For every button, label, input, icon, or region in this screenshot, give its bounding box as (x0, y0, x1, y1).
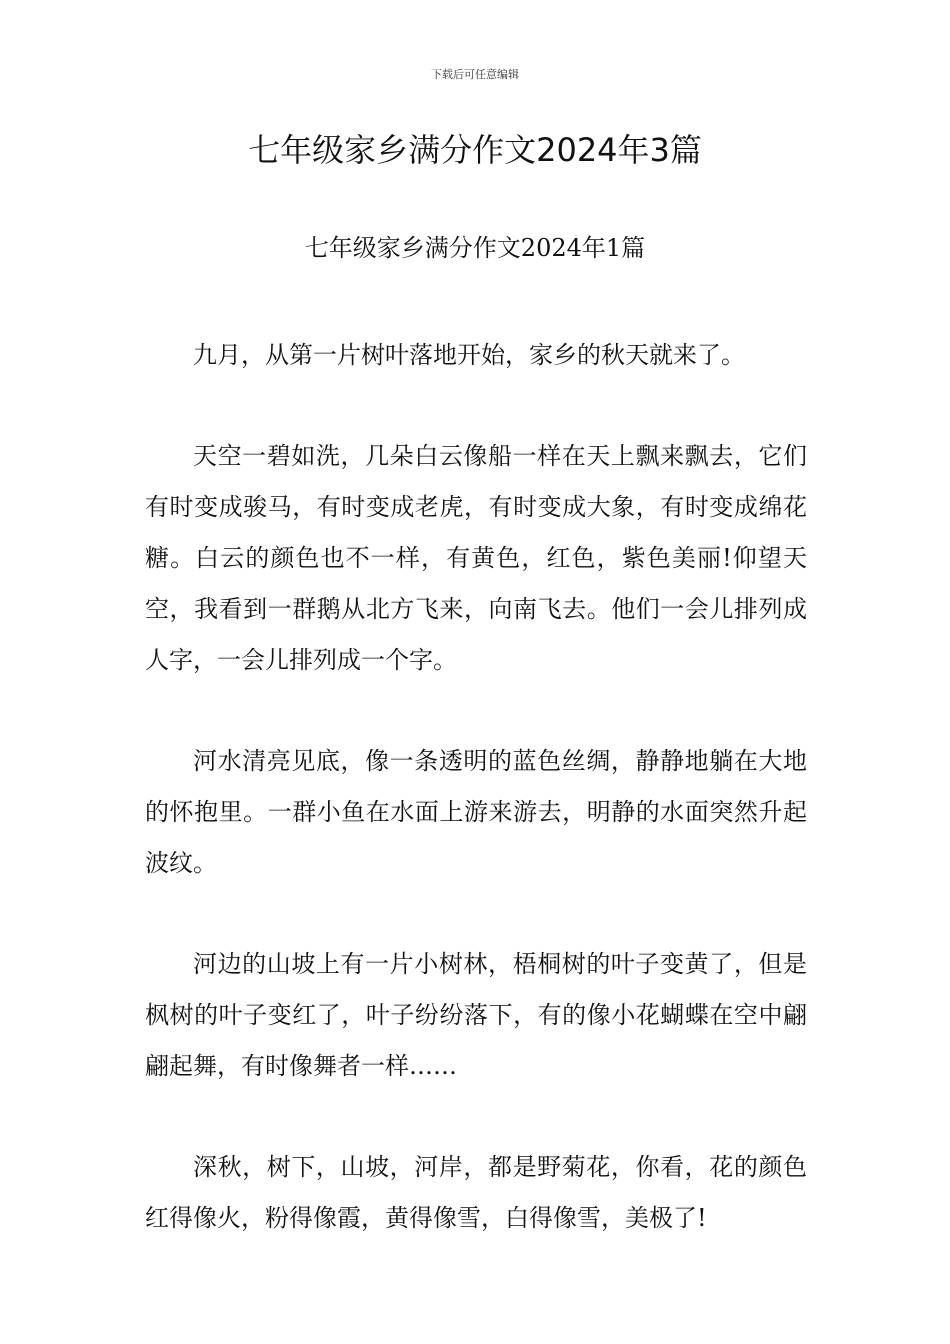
paragraph-5: 深秋，树下，山坡，河岸，都是野菊花，你看，花的颜色红得像火，粉得像霞，黄得像雪，白得像雪，美极了! (145, 1153, 807, 1232)
main-title: 七年级家乡满分作文2024年3篇 (248, 131, 702, 169)
paragraph-1: 九月，从第一片树叶落地开始，家乡的秋天就来了。 (193, 341, 745, 369)
header-note: 下载后可任意编辑 (431, 68, 519, 81)
sub-title: 七年级家乡满分作文2024年1篇 (304, 234, 646, 262)
essay-body (145, 330, 807, 1294)
paragraph-4: 河边的山坡上有一片小树林，梧桐树的叶子变黄了，但是枫树的叶子变红了，叶子纷纷落下，有的像小花蝴蝶在空中翩翩起舞，有时像舞者一样…… (145, 950, 807, 1080)
paragraph-3: 河水清亮见底，像一条透明的蓝色丝绸，静静地躺在大地的怀抱里。一群小鱼在水面上游来游去，明静的水面突然升起波纹。 (145, 747, 807, 877)
paragraph-2: 天空一碧如洗，几朵白云像船一样在天上飘来飘去，它们有时变成骏马，有时变成老虎，有时变成大象，有时变成绵花糖。白云的颜色也不一样，有黄色，红色，紫色美丽!仰望天空，我看到一群鹅从北方飞来，向南飞去。他们一会儿排列成人字，一会儿排列成一个字。 (145, 442, 807, 674)
